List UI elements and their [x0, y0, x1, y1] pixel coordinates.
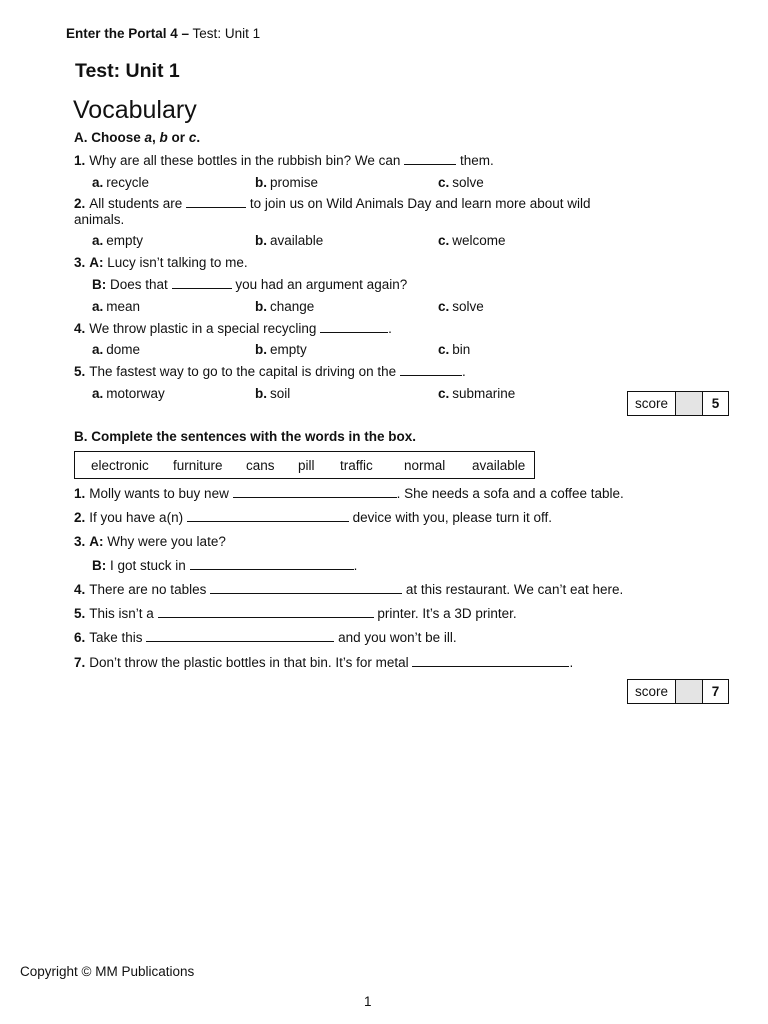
option-text: empty [270, 342, 307, 357]
option-text: empty [106, 233, 144, 248]
option-letter: c. [438, 299, 450, 314]
option-text: solve [452, 299, 484, 314]
question-text-end: . [461, 364, 466, 379]
header-series: Enter the Portal 4 – [66, 26, 190, 41]
option-letter: b. [255, 386, 267, 401]
score-input[interactable] [676, 680, 703, 703]
option-c[interactable] [438, 299, 484, 314]
document-header [66, 26, 260, 41]
answer-blank[interactable] [190, 558, 354, 570]
option-b[interactable] [255, 233, 323, 248]
option-text: promise [270, 175, 319, 190]
word-box-item: pill [298, 458, 315, 473]
dialogue-line: Why were you late? [107, 534, 226, 549]
option-letter: a. [92, 233, 104, 248]
option-letter: b. [255, 233, 267, 248]
option-text: mean [106, 299, 141, 314]
word-box-item: furniture [173, 458, 223, 473]
question-text-end: . [353, 558, 358, 573]
question-text-end: and you won’t be ill. [338, 630, 457, 645]
score-box-part-a [627, 391, 729, 416]
answer-blank[interactable] [146, 630, 334, 642]
question-b5 [74, 606, 517, 621]
answer-blank[interactable] [400, 364, 462, 376]
question-b4 [74, 582, 623, 597]
section-title: Vocabulary [73, 96, 197, 124]
score-total: 5 [711, 396, 720, 411]
score-label: score [628, 680, 676, 703]
dialogue-line: Lucy isn’t talking to me. [107, 255, 248, 270]
speaker-b: B: [92, 277, 107, 292]
question-b2 [74, 510, 552, 525]
option-c[interactable] [438, 342, 470, 357]
option-a[interactable] [92, 233, 143, 248]
speaker-a: A: [89, 255, 104, 270]
question-b3-reply [92, 558, 357, 573]
question-number: 4. [74, 582, 86, 597]
option-text: available [270, 233, 324, 248]
option-a[interactable] [92, 386, 165, 401]
instruction-or: or [167, 130, 189, 145]
question-text-end: . She needs a sofa and a coffee table. [396, 486, 624, 501]
speaker-a: A: [89, 534, 104, 549]
question-text-end: . [388, 321, 392, 336]
option-letter: c. [438, 386, 450, 401]
word-box-item: available [472, 458, 526, 473]
question-number: 1. [74, 486, 86, 501]
answer-blank[interactable] [158, 606, 374, 618]
instruction-dot: . [196, 130, 201, 145]
question-number: 2. [74, 510, 86, 525]
option-c[interactable] [438, 233, 506, 248]
option-c[interactable] [438, 386, 515, 401]
option-text: submarine [452, 386, 516, 401]
part-a-instruction [74, 130, 200, 145]
option-letter: c. [438, 233, 450, 248]
instruction-option-c: c [188, 130, 197, 145]
option-letter: b. [255, 342, 267, 357]
option-c[interactable] [438, 175, 484, 190]
question-text: Don’t throw the plastic bottles in that bin. It’s for metal [89, 655, 409, 670]
question-b7 [74, 655, 573, 670]
question-text: The fastest way to go to the capital is driving on the [89, 364, 397, 379]
answer-blank[interactable] [172, 277, 232, 289]
question-text: There are no tables [89, 582, 207, 597]
question-number: 5. [74, 606, 86, 621]
word-box-item: normal [404, 458, 446, 473]
question-text-end: at this restaurant. We can’t eat here. [405, 582, 624, 597]
header-test: Test: Unit 1 [189, 26, 261, 41]
question-a3-reply [92, 277, 407, 292]
option-b[interactable] [255, 386, 290, 401]
option-b[interactable] [255, 342, 307, 357]
answer-blank[interactable] [186, 196, 246, 208]
question-text: Why are all these bottles in the rubbish bin? We can [89, 153, 401, 168]
option-text: change [270, 299, 315, 314]
option-a[interactable] [92, 175, 149, 190]
option-text: bin [452, 342, 471, 357]
option-letter: c. [438, 342, 450, 357]
question-number: 7. [74, 655, 86, 670]
option-letter: a. [92, 386, 104, 401]
question-text: I got stuck in [110, 558, 186, 573]
score-label: score [628, 392, 676, 415]
answer-blank[interactable] [210, 582, 402, 594]
option-letter: a. [92, 299, 104, 314]
word-box [74, 451, 535, 479]
word-box-item: traffic [340, 458, 373, 473]
question-number: 3. [74, 255, 86, 270]
question-b6 [74, 630, 457, 645]
question-a5 [74, 364, 466, 379]
question-a2-line2: animals. [74, 212, 125, 227]
answer-blank[interactable] [320, 321, 388, 333]
question-a4 [74, 321, 392, 336]
question-text: All students are [89, 196, 183, 211]
question-number: 1. [74, 153, 86, 168]
option-letter: a. [92, 342, 104, 357]
question-text: This isn’t a [89, 606, 154, 621]
score-total: 7 [711, 684, 720, 699]
option-text: soil [270, 386, 291, 401]
option-letter: c. [438, 175, 450, 190]
question-a2 [74, 196, 591, 211]
question-text-end: printer. It’s a 3D printer. [377, 606, 517, 621]
question-text-end: them. [459, 153, 494, 168]
option-letter: a. [92, 175, 104, 190]
question-number: 4. [74, 321, 86, 336]
copyright: Copyright © MM Publications [20, 964, 195, 979]
question-text-end: to join us on Wild Animals Day and learn more about wild [249, 196, 591, 211]
option-text: welcome [452, 233, 506, 248]
instruction-text: A. Choose [74, 130, 145, 145]
test-title: Test: Unit 1 [75, 60, 180, 82]
question-text: We throw plastic in a special recycling [89, 321, 317, 336]
question-text-end: device with you, please turn it off. [352, 510, 552, 525]
question-a1 [74, 153, 494, 168]
speaker-b: B: [92, 558, 107, 573]
question-text: Molly wants to buy new [89, 486, 229, 501]
answer-blank[interactable] [412, 655, 569, 667]
instruction-comma: , [152, 130, 160, 145]
option-text: solve [452, 175, 484, 190]
option-text: motorway [106, 386, 165, 401]
option-text: recycle [106, 175, 150, 190]
option-letter: b. [255, 299, 267, 314]
question-b3 [74, 534, 226, 549]
option-b[interactable] [255, 175, 318, 190]
question-number: 2. [74, 196, 86, 211]
part-b-instruction: B. Complete the sentences with the words in the box. [74, 429, 417, 444]
question-a3 [74, 255, 248, 270]
question-number: 5. [74, 364, 86, 379]
question-text-end: . [569, 655, 574, 670]
question-text: Does that [110, 277, 168, 292]
instruction-option-b: b [159, 130, 168, 145]
instruction-option-a: a [144, 130, 153, 145]
score-box-part-b [627, 679, 729, 704]
page-number: 1 [364, 994, 372, 1009]
question-number: 3. [74, 534, 86, 549]
question-text: Take this [89, 630, 143, 645]
option-b[interactable] [255, 299, 314, 314]
option-letter: b. [255, 175, 267, 190]
option-a[interactable] [92, 342, 140, 357]
score-input[interactable] [676, 392, 703, 415]
word-box-item: cans [246, 458, 275, 473]
question-text: If you have a(n) [89, 510, 184, 525]
answer-blank[interactable] [187, 510, 349, 522]
question-text-end: you had an argument again? [235, 277, 408, 292]
question-number: 6. [74, 630, 86, 645]
answer-blank[interactable] [404, 153, 456, 165]
option-text: dome [106, 342, 141, 357]
question-b1 [74, 486, 624, 501]
answer-blank[interactable] [233, 486, 397, 498]
option-a[interactable] [92, 299, 140, 314]
word-box-item: electronic [91, 458, 149, 473]
